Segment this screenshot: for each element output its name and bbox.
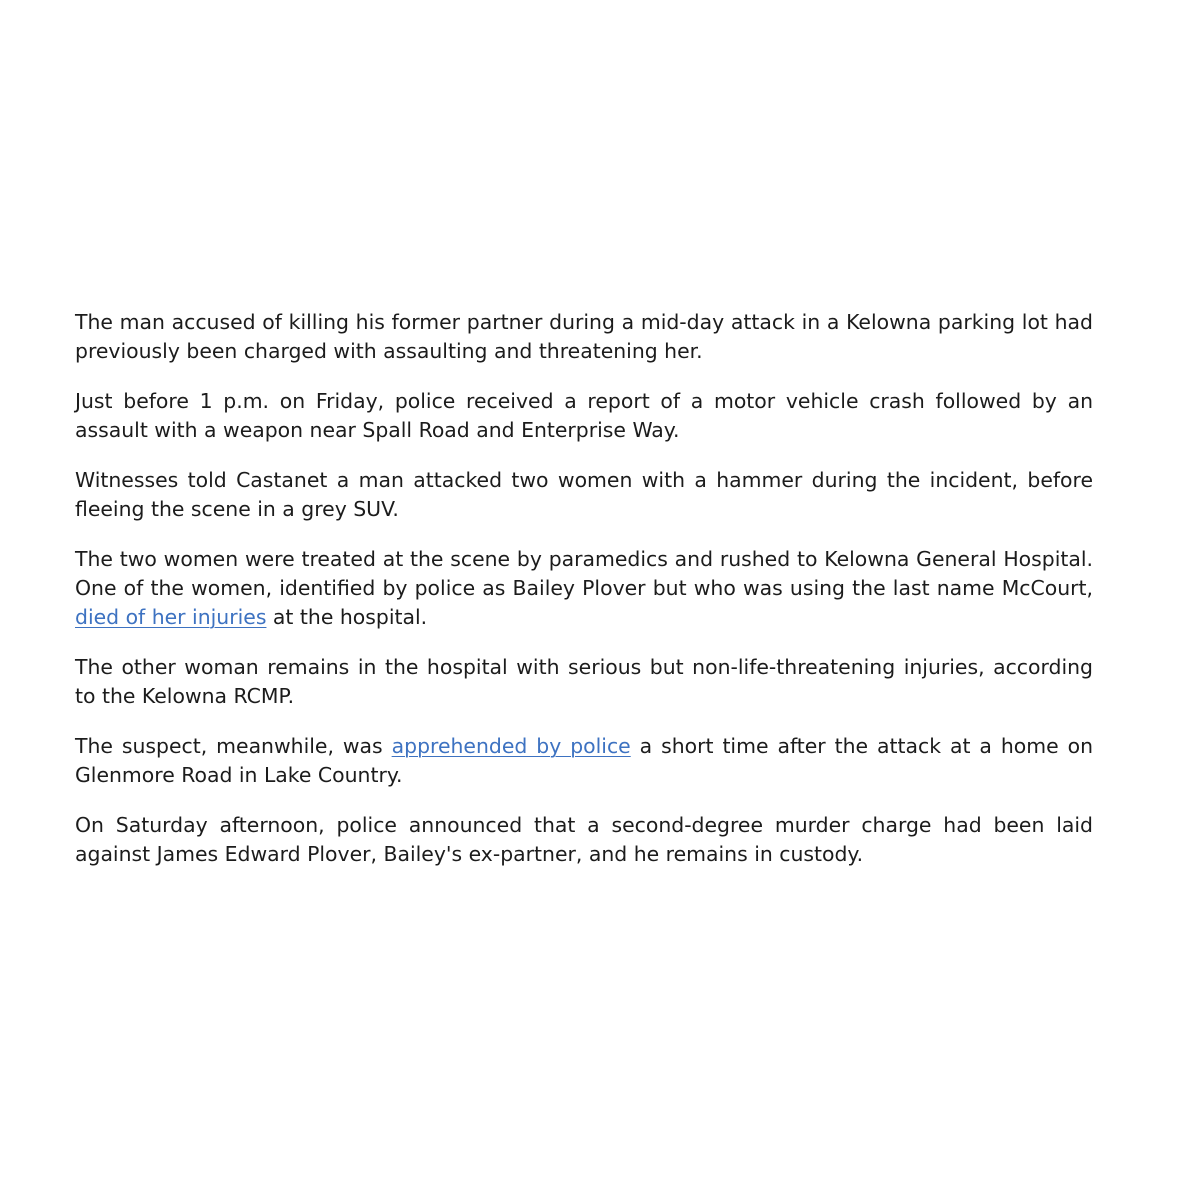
paragraph-7: On Saturday afternoon, police announced that a second-degree murder charge had been laid against James Edward Plover, Bailey's ex-partner, and he remains in custody. bbox=[75, 813, 1093, 866]
paragraph-6 bbox=[75, 732, 1093, 790]
paragraph-3: Witnesses told Castanet a man attacked two women with a hammer during the incident, before fleeing the scene in a grey SUV. bbox=[75, 468, 1093, 521]
paragraph-4-text-before: The two women were treated at the scene by paramedics and rushed to Kelowna General Hospital. One of the women, identified by police as Bailey Plover but who was using the last name McCourt, bbox=[75, 547, 1093, 600]
paragraph-1: The man accused of killing his former partner during a mid-day attack in a Kelowna parking lot had previously been charged with assaulting and threatening her. bbox=[75, 310, 1093, 363]
article-body bbox=[75, 308, 1093, 890]
paragraph-6-text-before: The suspect, meanwhile, was bbox=[75, 734, 392, 758]
apprehended-by-police-link[interactable]: apprehended by police bbox=[391, 734, 631, 758]
paragraph-4-text-after: at the hospital. bbox=[266, 605, 428, 629]
paragraph-5: The other woman remains in the hospital with serious but non-life-threatening injuries, according to the Kelowna RCMP. bbox=[75, 655, 1093, 708]
paragraph-2: Just before 1 p.m. on Friday, police received a report of a motor vehicle crash followed by an assault with a weapon near Spall Road and Enterprise Way. bbox=[75, 389, 1093, 442]
paragraph-4 bbox=[75, 545, 1093, 632]
died-of-her-injuries-link[interactable]: died of her injuries bbox=[75, 605, 267, 629]
paragraph-6-text-after: a short time after the attack at a home on Glenmore Road in Lake Country. bbox=[75, 734, 1093, 787]
